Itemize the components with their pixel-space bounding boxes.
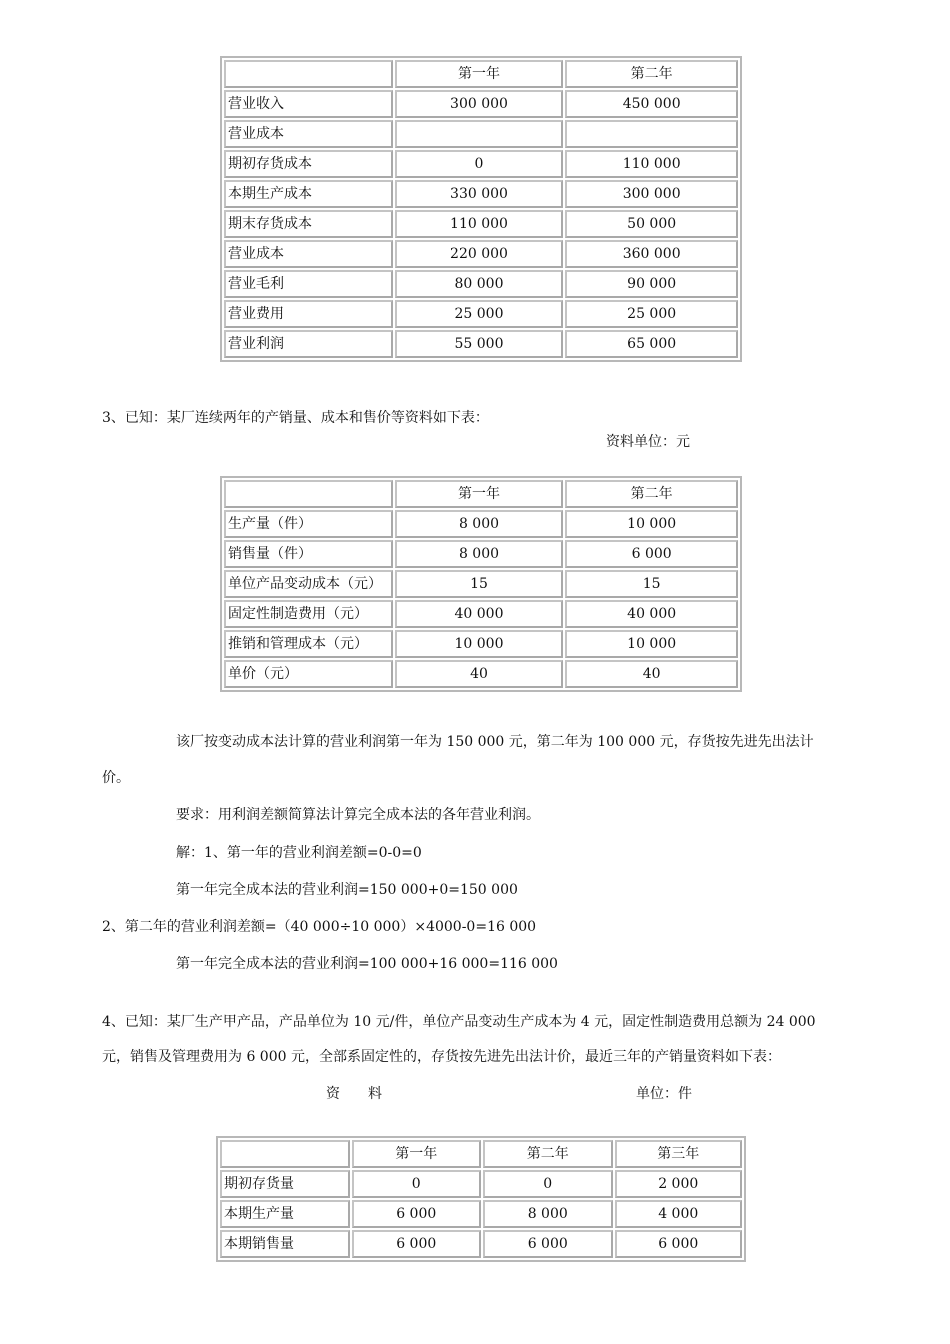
- row-label: 本期销售量: [220, 1230, 350, 1258]
- table-cell: 40: [395, 660, 564, 688]
- table-cell: 360 000: [565, 240, 738, 268]
- table-cell: 90 000: [565, 270, 738, 298]
- table-cell: 40: [565, 660, 738, 688]
- table-cell: [395, 120, 564, 148]
- table-cell: [565, 120, 738, 148]
- table-cell: 8 000: [483, 1200, 613, 1228]
- table-cell: 4 000: [615, 1200, 743, 1228]
- table-cell: 2 000: [615, 1170, 743, 1198]
- table-cell: 50 000: [565, 210, 738, 238]
- table-cell: 6 000: [352, 1200, 482, 1228]
- table-row: [224, 210, 738, 238]
- row-label: 期初存货量: [220, 1170, 350, 1198]
- table-row: [224, 330, 738, 358]
- q3-solution-3: 2、第二年的营业利润差额=（40 000÷10 000）×4000-0=16 000: [102, 919, 537, 935]
- table-cell: 6 000: [352, 1230, 482, 1258]
- q3-solution-4: 第一年完全成本法的营业利润=100 000+16 000=116 000: [176, 956, 558, 972]
- row-label: 期初存货成本: [224, 150, 393, 178]
- table-row: [220, 1170, 742, 1198]
- column-header: [224, 480, 393, 508]
- row-label: 营业成本: [224, 120, 393, 148]
- row-label: 本期生产量: [220, 1200, 350, 1228]
- table-cell: 15: [395, 570, 564, 598]
- table-cell: 110 000: [395, 210, 564, 238]
- table-cell: 40 000: [395, 600, 564, 628]
- table-row: [224, 630, 738, 658]
- row-label: 生产量（件）: [224, 510, 393, 538]
- table-cell: 0: [483, 1170, 613, 1198]
- row-label: 营业费用: [224, 300, 393, 328]
- table-cell: 25 000: [565, 300, 738, 328]
- table-cell: 55 000: [395, 330, 564, 358]
- table-header-row: [220, 1140, 742, 1168]
- income-table-body: [224, 60, 738, 358]
- table-cell: 330 000: [395, 180, 564, 208]
- table-row: [224, 120, 738, 148]
- table-cell: 0: [352, 1170, 482, 1198]
- table-row: [224, 240, 738, 268]
- table-cell: 8 000: [395, 540, 564, 568]
- q3-solution-2: 第一年完全成本法的营业利润=150 000+0=150 000: [176, 882, 518, 898]
- q3-paragraph-line2: 价。: [102, 770, 130, 786]
- row-label: 销售量（件）: [224, 540, 393, 568]
- table-row: [224, 540, 738, 568]
- table-row: [224, 270, 738, 298]
- table-cell: 15: [565, 570, 738, 598]
- q3-paragraph-line1: 该厂按变动成本法计算的营业利润第一年为 150 000 元，第二年为 100 000 元，存货按先进先出法计: [176, 734, 814, 750]
- row-label: 营业成本: [224, 240, 393, 268]
- table-cell: 80 000: [395, 270, 564, 298]
- column-header: 第一年: [352, 1140, 482, 1168]
- table-row: [224, 510, 738, 538]
- row-label: 营业毛利: [224, 270, 393, 298]
- column-header: 第二年: [565, 60, 738, 88]
- column-header: 第二年: [483, 1140, 613, 1168]
- row-label: 本期生产成本: [224, 180, 393, 208]
- table-cell: 0: [395, 150, 564, 178]
- column-header: [220, 1140, 350, 1168]
- q4-line2: 元，销售及管理费用为 6 000 元，全部系固定性的，存货按先进先出法计价，最近三年的产销量资料如下表：: [102, 1049, 781, 1065]
- row-label: 营业利润: [224, 330, 393, 358]
- table-row: [224, 150, 738, 178]
- q3-intro: 3、已知：某厂连续两年的产销量、成本和售价等资料如下表：: [102, 410, 489, 426]
- income-table: [220, 56, 742, 362]
- inventory-table-body: [220, 1140, 742, 1258]
- column-header: 第一年: [395, 480, 564, 508]
- table-cell: 10 000: [565, 630, 738, 658]
- row-label: 营业收入: [224, 90, 393, 118]
- table-row: [220, 1200, 742, 1228]
- table-cell: 65 000: [565, 330, 738, 358]
- column-header: [224, 60, 393, 88]
- inventory-table: [216, 1136, 746, 1262]
- table-cell: 220 000: [395, 240, 564, 268]
- q3-unit: 资料单位：元: [606, 434, 690, 450]
- table-cell: 8 000: [395, 510, 564, 538]
- column-header: 第一年: [395, 60, 564, 88]
- row-label: 单位产品变动成本（元）: [224, 570, 393, 598]
- table-row: [224, 600, 738, 628]
- table-row: [224, 300, 738, 328]
- row-label: 单价（元）: [224, 660, 393, 688]
- table-row: [224, 660, 738, 688]
- column-header: 第二年: [565, 480, 738, 508]
- table-cell: 6 000: [615, 1230, 743, 1258]
- table-row: [224, 570, 738, 598]
- table-cell: 110 000: [565, 150, 738, 178]
- table-cell: 25 000: [395, 300, 564, 328]
- table-row: [224, 90, 738, 118]
- q4-caption-right: 单位：件: [636, 1086, 692, 1102]
- row-label: 推销和管理成本（元）: [224, 630, 393, 658]
- table-cell: 6 000: [483, 1230, 613, 1258]
- table-cell: 10 000: [395, 630, 564, 658]
- q3-solution-1: 解：1、第一年的营业利润差额=0-0=0: [176, 845, 422, 861]
- table-row: [224, 180, 738, 208]
- table-row: [220, 1230, 742, 1258]
- table-header-row: [224, 60, 738, 88]
- table-header-row: [224, 480, 738, 508]
- production-table-body: [224, 480, 738, 688]
- table-cell: 300 000: [565, 180, 738, 208]
- q4-line1: 4、已知：某厂生产甲产品，产品单位为 10 元/件，单位产品变动生产成本为 4 元，固定性制造费用总额为 24 000: [102, 1014, 816, 1030]
- table-cell: 300 000: [395, 90, 564, 118]
- production-table: [220, 476, 742, 692]
- table-cell: 40 000: [565, 600, 738, 628]
- q4-caption-left: 资 料: [326, 1086, 382, 1102]
- q3-requirement: 要求：用利润差额简算法计算完全成本法的各年营业利润。: [176, 807, 540, 823]
- table-cell: 10 000: [565, 510, 738, 538]
- column-header: 第三年: [615, 1140, 743, 1168]
- row-label: 期末存货成本: [224, 210, 393, 238]
- row-label: 固定性制造费用（元）: [224, 600, 393, 628]
- table-cell: 6 000: [565, 540, 738, 568]
- table-cell: 450 000: [565, 90, 738, 118]
